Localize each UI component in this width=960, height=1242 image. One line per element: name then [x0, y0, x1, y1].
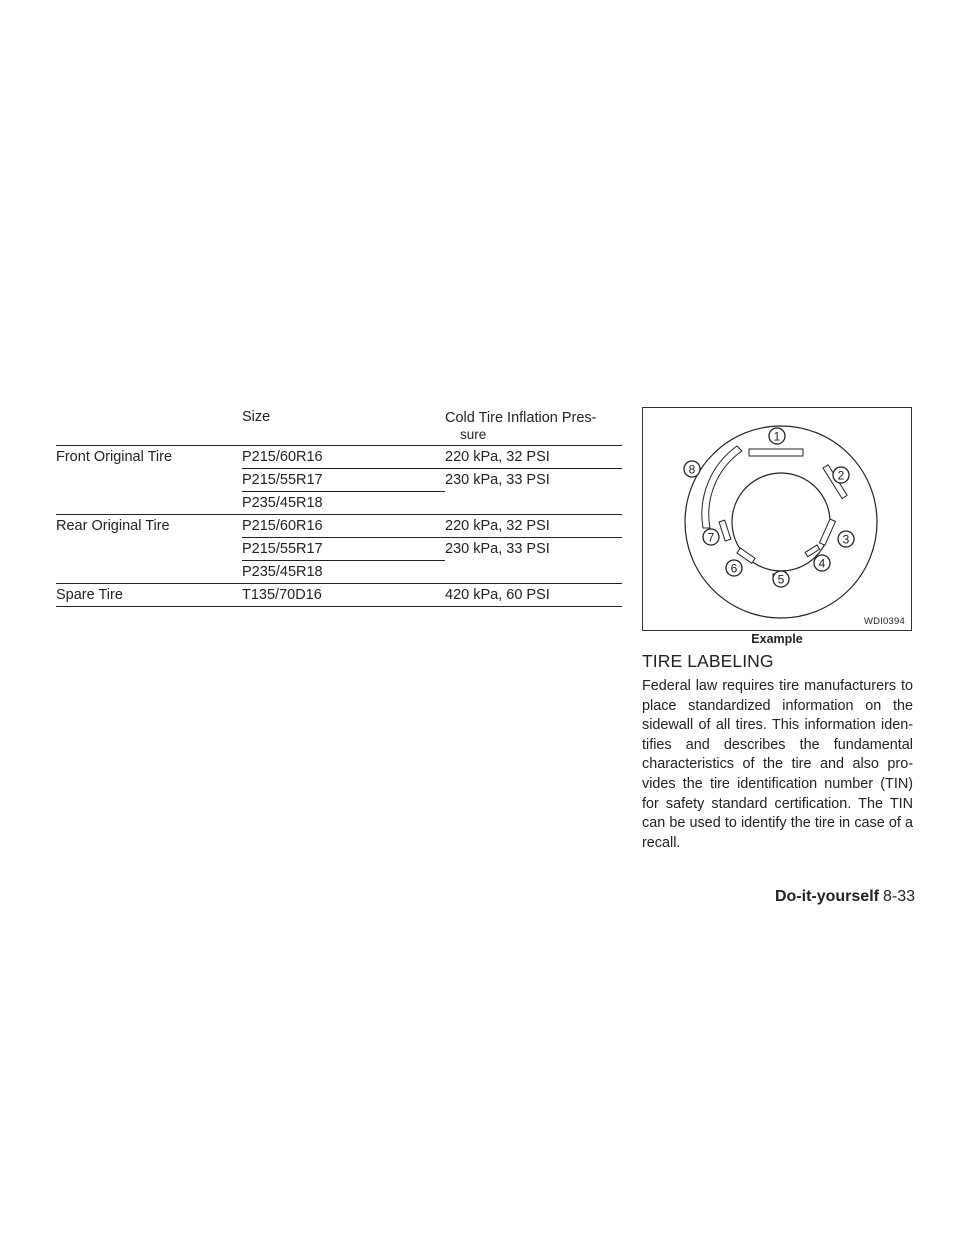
label-area-1: [749, 449, 803, 456]
row-size: P215/55R17: [242, 469, 445, 492]
callout-6: [726, 560, 742, 576]
tire-sidewall-diagram: [642, 407, 912, 631]
row-pressure: [445, 561, 622, 584]
table-header-row: [56, 407, 622, 446]
row-label: [56, 469, 242, 492]
row-pressure: 230 kPa, 33 PSI: [445, 469, 622, 492]
header-pressure-line1: Cold Tire Inflation Pres-: [445, 410, 597, 426]
row-size: P215/60R16: [242, 515, 445, 538]
svg-text:2: 2: [837, 468, 845, 483]
table-row: [56, 492, 622, 515]
figure-caption: Example: [751, 632, 803, 646]
table-row: [56, 469, 622, 492]
header-pressure: [445, 407, 622, 446]
callout-2: [833, 467, 849, 483]
callout-7: [703, 529, 719, 545]
row-label: Spare Tire: [56, 584, 242, 607]
label-area-7: [719, 520, 731, 541]
row-pressure: 220 kPa, 32 PSI: [445, 515, 622, 538]
tire-inflation-table: [56, 407, 622, 607]
table-row: [56, 584, 622, 607]
label-area-8: [702, 446, 742, 528]
row-size: P215/55R17: [242, 538, 445, 561]
row-size: P235/45R18: [242, 492, 445, 515]
header-blank-cell: [56, 407, 242, 446]
row-pressure: 420 kPa, 60 PSI: [445, 584, 622, 607]
svg-text:6: 6: [730, 561, 738, 576]
row-label: Front Original Tire: [56, 446, 242, 469]
callout-3: [838, 531, 854, 547]
row-pressure: 220 kPa, 32 PSI: [445, 446, 622, 469]
tire-sidewall-drawing: [643, 408, 913, 632]
row-size: P235/45R18: [242, 561, 445, 584]
svg-text:4: 4: [818, 556, 826, 571]
table-row: [56, 515, 622, 538]
callout-5: [773, 571, 789, 587]
section-heading: TIRE LABELING: [642, 651, 774, 671]
figure-code: WDI0394: [863, 616, 905, 627]
section-body-text: Federal law requires tire manufacturers to place standardized information on the sidewall of all tires. This information iden-tifies and describes the fundamental characteristics of the tire and also pro-vides the tire identification number (TIN) for safety standard certification. The TIN can be used to identify the tire in case of a recall.: [642, 678, 913, 851]
table-row: [56, 538, 622, 561]
row-label: [56, 492, 242, 515]
label-area-3: [819, 519, 835, 545]
page-footer: [775, 888, 915, 906]
callout-1: [769, 428, 785, 444]
row-pressure: [445, 492, 622, 515]
svg-text:5: 5: [777, 572, 785, 587]
table-row: [56, 561, 622, 584]
svg-text:1: 1: [773, 429, 781, 444]
row-label: [56, 538, 242, 561]
row-size: P215/60R16: [242, 446, 445, 469]
label-area-6: [737, 548, 755, 563]
header-pressure-line2: sure: [460, 427, 487, 442]
header-size: Size: [242, 409, 271, 425]
svg-text:3: 3: [842, 532, 850, 547]
row-pressure: 230 kPa, 33 PSI: [445, 538, 622, 561]
row-size: T135/70D16: [242, 584, 445, 607]
row-label: Rear Original Tire: [56, 515, 242, 538]
svg-text:8: 8: [688, 462, 696, 477]
svg-text:7: 7: [707, 530, 715, 545]
table-row: [56, 446, 622, 469]
row-label: [56, 561, 242, 584]
footer-section-title: Do-it-yourself: [774, 888, 879, 905]
footer-page-number: 8-33: [882, 888, 915, 905]
callout-8: [684, 461, 700, 477]
callout-4: [814, 555, 830, 571]
